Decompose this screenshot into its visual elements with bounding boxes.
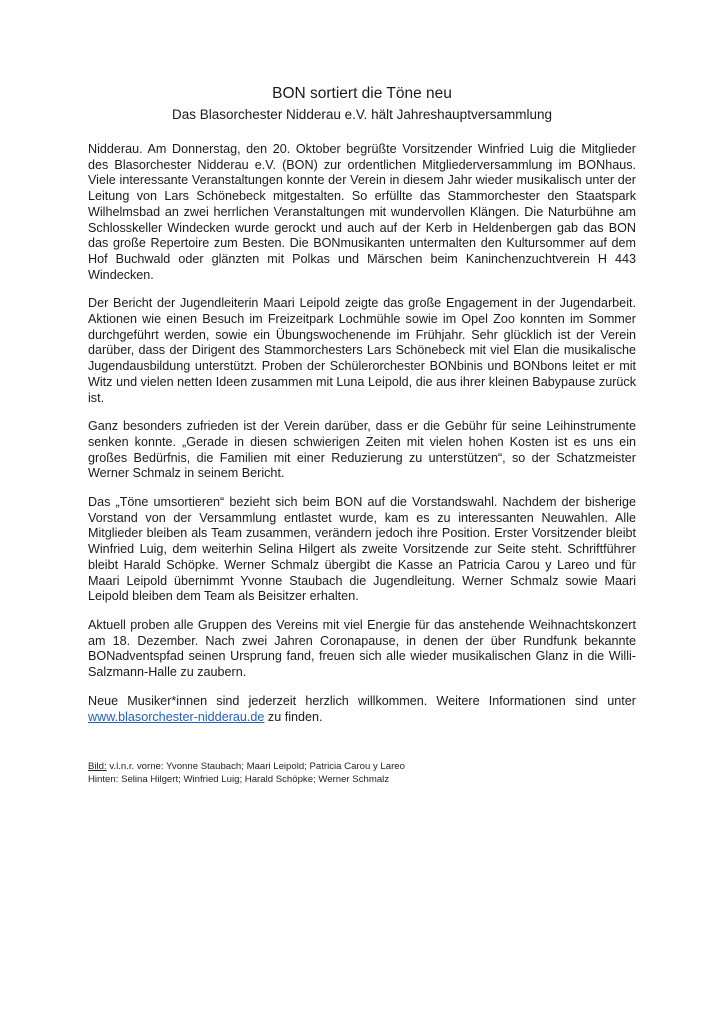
document-page <box>88 84 636 786</box>
paragraph-fees: Ganz besonders zufrieden ist der Verein darüber, dass er die Gebühr für seine Leihinstrumente senken konnte. „Gerade in diesen schwierigen Zeiten mit vielen hohen Kosten ist es uns ein großes Bedürfnis, die Familien mit einer Reduzierung zu unterstützen“, so der Schatzmeister Werner Schmalz in seinem Bericht. <box>88 419 636 481</box>
photo-caption <box>88 761 636 786</box>
caption-label: Bild: <box>88 761 107 773</box>
paragraph-intro: Nidderau. Am Donnerstag, den 20. Oktober begrüßte Vorsitzender Winfried Luig die Mitglieder des Blasorchester Nidderau e.V. (BON) zur ordentlichen Mitgliederversammlung im BONhaus. Viele interessante Veranstaltungen konnte der Verein in diesem Jahr wieder musikalisch unter der Leitung von Lars Schönebeck mitgestalten. So erfüllte das Stammorchester den Staatspark Wilhelmsbad an zwei herrlichen Veranstaltungen mit wundervollen Klängen. Die Naturbühne am Schlosskeller Windecken wurde gerockt und auch auf der Kerb in Heldenbergen gab das BON das große Repertoire zum Besten. Die BONmusikanten untermalten den Kultursommer auf dem Hof Buchwald oder glänzten mit Polkas und Märschen beim Kaninchenzuchtverein H 443 Windecken. <box>88 142 636 282</box>
caption-line-back: Hinten: Selina Hilgert; Winfried Luig; Harald Schöpke; Werner Schmalz <box>88 773 390 785</box>
article-title: BON sortiert die Töne neu <box>272 85 452 102</box>
caption-line-front <box>88 761 636 774</box>
article-body <box>88 142 636 725</box>
caption-front-names: v.l.n.r. vorne: Yvonne Staubach; Maari Leipold; Patricia Carou y Lareo <box>106 761 405 773</box>
paragraph-election: Das „Töne umsortieren“ bezieht sich beim BON auf die Vorstandswahl. Nachdem der bisherige Vorstand von der Versammlung entlastet wurde, kam es zu interessanten Neuwahlen. Alle Mitglieder bleiben als Team zusammen, verändern jedoch ihre Position. Erster Vorsitzender bleibt Winfried Luig, dem weiterhin Selina Hilgert als zweite Vorsitzende zur Seite steht. Schriftführer bleibt Harald Schöpke. Werner Schmalz übergibt die Kasse an Patricia Carou y Lareo und für Maari Leipold übernimmt Yvonne Staubach die Jugendleitung. Werner Schmalz sowie Maari Leipold bleiben dem Team als Beisitzer erhalten. <box>88 495 636 604</box>
paragraph-concert: Aktuell proben alle Gruppen des Vereins mit viel Energie für das anstehende Weihnachtskonzert am 18. Dezember. Nach zwei Jahren Coronapause, in denen der über Rundfunk bekannte BONadventspfad seinen Ursprung fand, freuen sich alle wieder musikalischen Glanz in die Willi-Salzmann-Halle zu zaubern. <box>88 617 636 680</box>
paragraph-closing <box>88 694 636 725</box>
website-link[interactable]: www.blasorchester-nidderau.de <box>88 709 265 724</box>
closing-text-before: Neue Musiker*innen sind jederzeit herzlich willkommen. Weitere Informationen sind unter <box>88 693 636 708</box>
article-subtitle: Das Blasorchester Nidderau e.V. hält Jahreshauptversammlung <box>172 107 552 122</box>
paragraph-youth: Der Bericht der Jugendleiterin Maari Leipold zeigte das große Engagement in der Jugendarbeit. Aktionen wie einen Besuch im Freizeitpark Lochmühle sowie im Opel Zoo konnten im Sommer durchgeführt werden, sowie ein Übungswochenende im Frühjahr. Sehr glücklich ist der Verein darüber, dass der Dirigent des Stammorchesters Lars Schönebeck mit viel Elan die musikalische Jugendausbildung unterstützt. Proben der Schülerorchester BONbinis und BONbons leitet er mit Witz und vielen netten Ideen zusammen mit Luna Leipold, die aus ihrer kleinen Babypause zurück ist. <box>88 296 636 405</box>
closing-text-after: zu finden. <box>264 709 323 724</box>
